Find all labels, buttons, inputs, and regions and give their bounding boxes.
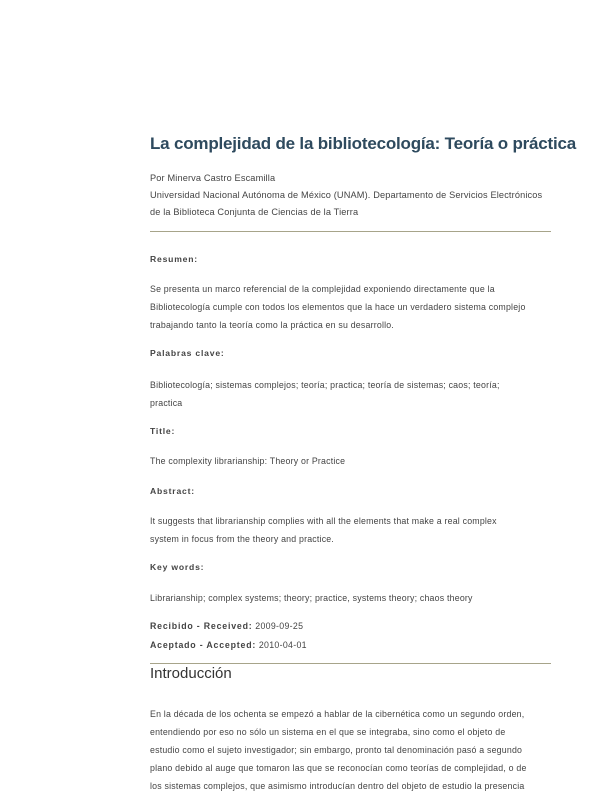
resumen-line: Bibliotecología cumple con todos los elementos que la hace un verdadero sistema complejo (150, 302, 526, 312)
accepted-line (150, 640, 550, 650)
resumen-line: Se presenta un marco referencial de la complejidad exponiendo directamente que la (150, 284, 495, 294)
received-label: Recibido - Received: (150, 621, 253, 631)
introduccion-line: estudio como el sujeto investigador; sin embargo, pronto tal denominación pasó a segundo (150, 745, 523, 755)
author-line: Por Minerva Castro Escamilla (150, 173, 276, 183)
title-en-label: Title: (150, 426, 176, 436)
introduccion-line: plano debido al auge que tomaron las que se reconocían como teorías de complejidad, o de (150, 763, 527, 773)
palabras-clave-line: practica (150, 398, 183, 408)
keywords-label: Key words: (150, 562, 205, 572)
article-title: La complejidad de la bibliotecología: Teoría o práctica (150, 134, 577, 153)
resumen-text (150, 280, 550, 334)
article-meta (150, 170, 550, 221)
abstract-line: It suggests that librarianship complies with all the elements that make a real complex (150, 516, 497, 526)
palabras-clave-label: Palabras clave: (150, 348, 225, 358)
received-date: 2009-09-25 (255, 621, 304, 631)
accepted-date: 2010-04-01 (258, 640, 307, 650)
abstract-line: system in focus from the theory and practice. (150, 534, 335, 544)
section-divider (150, 663, 551, 664)
introduccion-text (150, 705, 550, 795)
keywords-text: Librarianship; complex systems; theory; practice, systems theory; chaos theory (150, 593, 473, 603)
resumen-line: trabajando tanto la teoría como la práctica en su desarrollo. (150, 320, 394, 330)
affiliation-line-1: Universidad Nacional Autónoma de México (UNAM). Departamento de Servicios Electrónicos (150, 190, 543, 200)
introduccion-line: entendiendo por eso no sólo un sistema en el que se integraba, sino como el objeto de (150, 727, 506, 737)
introduccion-line: los sistemas complejos, que asimismo introducían dentro del objeto de estudio la presencia (150, 781, 525, 791)
abstract-text (150, 512, 550, 548)
palabras-clave-line: Bibliotecología; sistemas complejos; teoría; practica; teoría de sistemas; caos; teoría; (150, 380, 500, 390)
affiliation-line-2: de la Biblioteca Conjunta de Ciencias de la Tierra (150, 207, 359, 217)
introduccion-line: En la década de los ochenta se empezó a hablar de la cibernética como un segundo orden, (150, 709, 525, 719)
received-line (150, 621, 550, 631)
introduccion-heading: Introducción (150, 665, 232, 682)
title-en-text: The complexity librarianship: Theory or Practice (150, 456, 346, 466)
palabras-clave-text (150, 376, 550, 412)
section-divider (150, 231, 551, 232)
resumen-label: Resumen: (150, 254, 198, 264)
abstract-label: Abstract: (150, 486, 195, 496)
accepted-label: Aceptado - Accepted: (150, 640, 257, 650)
